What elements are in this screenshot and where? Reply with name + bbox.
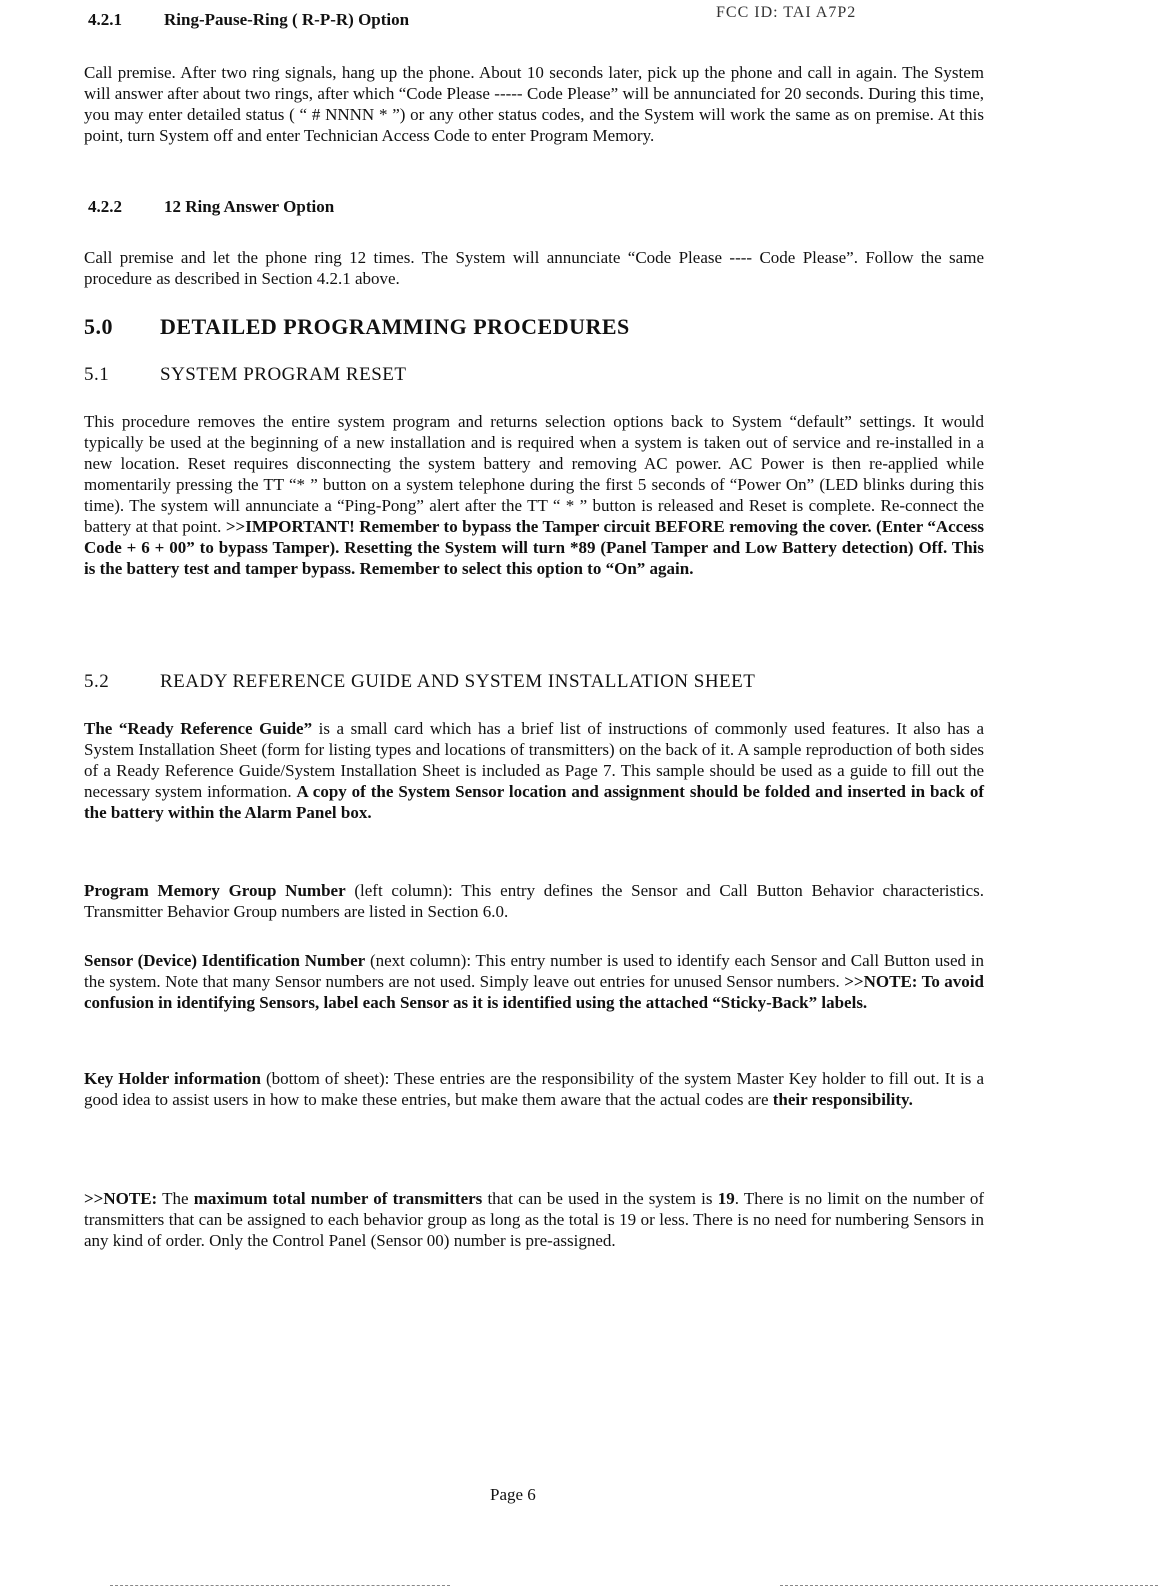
paragraph-sensor-identification	[84, 950, 984, 1013]
fcc-id-stamp: FCC ID: TAI A7P2	[716, 4, 857, 21]
paragraph-ready-reference-guide	[84, 718, 984, 823]
paragraph-lead: Program Memory Group Number	[84, 881, 346, 900]
section-number: 5.1	[84, 364, 110, 385]
paragraph-lead: The “Ready Reference Guide”	[84, 719, 313, 738]
section-number: 4.2.2	[88, 197, 122, 216]
page-number: Page 6	[490, 1485, 536, 1504]
note-lead: >>NOTE:	[84, 1189, 158, 1208]
paragraph-4-2-1: Call premise. After two ring signals, hang up the phone. About 10 seconds later, pick up the phone and call in again. The System will answer after about two rings, after which “Code Please ----- Code Please” will be annunciated for 20 seconds. During this time, you may enter detailed status ( “ # NNNN * ”) or any other status codes, and the System will work the same as on premise. At this point, turn System off and enter Technician Access Code to enter Program Memory.	[84, 63, 984, 145]
paragraph-program-memory-group	[84, 880, 984, 922]
heading-5-0	[84, 314, 630, 340]
section-number: 5.0	[84, 314, 113, 339]
section-title: DETAILED PROGRAMMING PROCEDURES	[160, 314, 630, 339]
heading-5-1	[84, 364, 407, 386]
paragraph-text: is a small card which has a brief list of instructions of commonly used features. It also has a System Installation Sheet (form for listing types and locations of transmitters) on the back of it. A sample reproduction of both sides of a Ready Reference Guide/System Installation Sheet is included as Page 7. This sample should be used as a guide to fill out the necessary system information.	[84, 719, 984, 801]
paragraph-bold: A copy of the System Sensor location and assignment should be folded and inserted in back of the battery within the Alarm Panel box.	[84, 782, 984, 822]
note-text: that can be used in the system is	[482, 1189, 718, 1208]
section-number: 4.2.1	[88, 10, 122, 29]
paragraph-text: (left column): This entry defines the Sensor and Call Button Behavior characteristics. Transmitter Behavior Group numbers are listed in Section 6.0.	[84, 881, 984, 921]
paragraph-4-2-2: Call premise and let the phone ring 12 times. The System will annunciate “Code Please ---- Code Please”. Follow the same procedure as described in Section 4.2.1 above.	[84, 248, 984, 288]
heading-4-2-1	[88, 10, 409, 30]
scan-artifact-rule	[110, 1585, 450, 1586]
section-title: SYSTEM PROGRAM RESET	[160, 364, 407, 385]
paragraph-bold: >>NOTE: To avoid confusion in identifying Sensors, label each Sensor as it is identified using the attached “Sticky-Back” labels.	[84, 972, 984, 1012]
scan-artifact-rule	[780, 1585, 1158, 1586]
paragraph-lead: Sensor (Device) Identification Number	[84, 951, 366, 970]
paragraph-text: (next column): This entry number is used to identify each Sensor and Call Button used in the system. Note that many Sensor numbers are not used. Simply leave out entries for unused Sensor numbers.	[84, 951, 985, 991]
section-title: 12 Ring Answer Option	[164, 197, 335, 216]
note-bold: maximum total number of transmitters	[193, 1189, 483, 1208]
paragraph-key-holder	[84, 1068, 984, 1110]
note-text: The	[157, 1189, 194, 1208]
paragraph-5-1	[84, 411, 984, 579]
section-number: 5.2	[84, 671, 110, 692]
important-note: >>IMPORTANT! Remember to bypass the Tamper circuit BEFORE removing the cover. (Enter “Access Code + 6 + 00” to bypass Tamper). Resetting the System will turn *89 (Panel Tamper and Low Battery detection) Off. This is the battery test and tamper bypass. Remember to select this option to “On” again.	[84, 517, 984, 578]
note-bold: 19	[717, 1189, 735, 1208]
heading-4-2-2	[88, 197, 334, 217]
paragraph-text: This procedure removes the entire system program and returns selection options back to System “default” settings. It would typically be used at the beginning of a new installation and is required when a system is taken out of service and re-installed in a new location. Reset requires disconnecting the system battery and removing AC power. AC Power is then re-applied while momentarily pressing the TT “* ” button on a system telephone during the first 5 seconds of “Power On” (LED blinks during this time). The system will annunciate a “Ping-Pong” alert after the TT “ * ” button is released and Reset is complete. Re-connect the battery at that point.	[84, 412, 984, 536]
paragraph-bold: their responsibility.	[772, 1090, 913, 1109]
paragraph-text: (bottom of sheet): These entries are the responsibility of the system Master Key holder to fill out. It is a good idea to assist users in how to make these entries, but make them aware that the actual codes are	[84, 1069, 985, 1109]
note-text: . There is no limit on the number of transmitters that can be assigned to each behavior group as long as the total is 19 or less. There is no need for numbering Sensors in any kind of order. Only the Control Panel (Sensor 00) number is pre-assigned.	[84, 1189, 984, 1250]
paragraph-lead: Key Holder information	[84, 1069, 261, 1088]
section-title: Ring-Pause-Ring ( R-P-R) Option	[164, 10, 410, 29]
heading-5-2	[84, 671, 755, 693]
section-title: READY REFERENCE GUIDE AND SYSTEM INSTALLATION SHEET	[160, 671, 756, 692]
paragraph-max-transmitters-note	[84, 1188, 984, 1251]
